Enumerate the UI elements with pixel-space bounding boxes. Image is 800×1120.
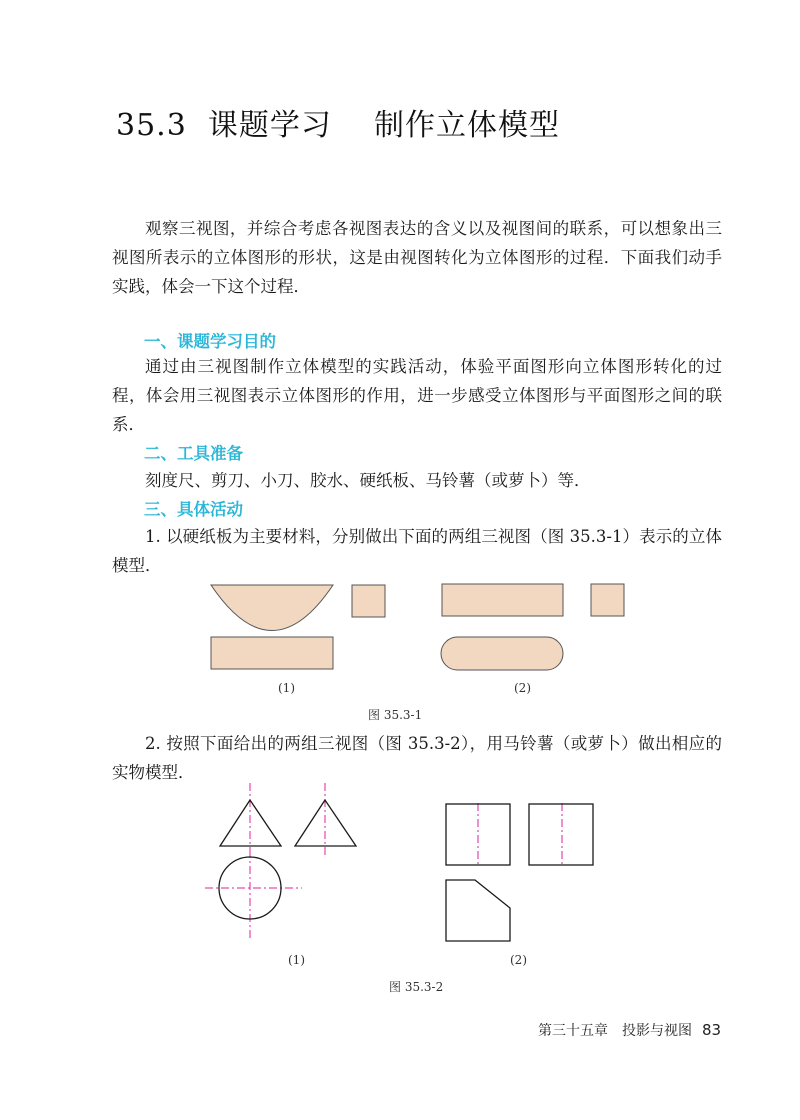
activity-2-paragraph: 2. 按照下面给出的两组三视图（图 35.3-2），用马铃薯（或萝卜）做出相应的实物模型． (112, 734, 722, 782)
page-footer (538, 1020, 721, 1040)
page-title: 35.3 课题学习 制作立体模型 (116, 108, 561, 143)
figure2-label-1: (1) (288, 953, 305, 967)
tools-paragraph: 刻度尺、剪刀、小刀、胶水、硬纸板、马铃薯（或萝卜）等． (145, 471, 591, 490)
fig4-top-view (446, 880, 510, 941)
figure2-label-2: (2) (510, 953, 527, 967)
footer-chapter: 第三十五章 投影与视图 (538, 1023, 692, 1039)
intro-paragraph: 观察三视图，并综合考虑各视图表达的含义以及视图间的联系，可以想象出三视图所表示的立体图形的形状，这是由视图转化为立体图形的过程．下面我们动手实践，体会一下这个过程． (112, 219, 722, 296)
tools-heading: 二、工具准备 (144, 444, 243, 463)
goal-paragraph: 通过由三视图制作立体模型的实践活动，体验平面图形向立体图形转化的过程，体会用三视图表示立体图形的作用，进一步感受立体图形与平面图形之间的联系． (112, 357, 722, 434)
figure2-caption: 图 35.3-2 (389, 980, 444, 994)
page-number: 83 (702, 1021, 722, 1039)
figure1-caption: 图 35.3-1 (368, 708, 423, 722)
activity-1-paragraph: 1. 以硬纸板为主要材料，分别做出下面的两组三视图（图 35.3-1）表示的立体模型． (112, 527, 722, 575)
figure1-label-2: (2) (514, 681, 531, 695)
goal-heading: 一、课题学习目的 (144, 332, 276, 351)
fig4-side-view (529, 804, 593, 865)
activity-heading: 三、具体活动 (144, 500, 243, 519)
figure1-label-1: (1) (278, 681, 295, 695)
